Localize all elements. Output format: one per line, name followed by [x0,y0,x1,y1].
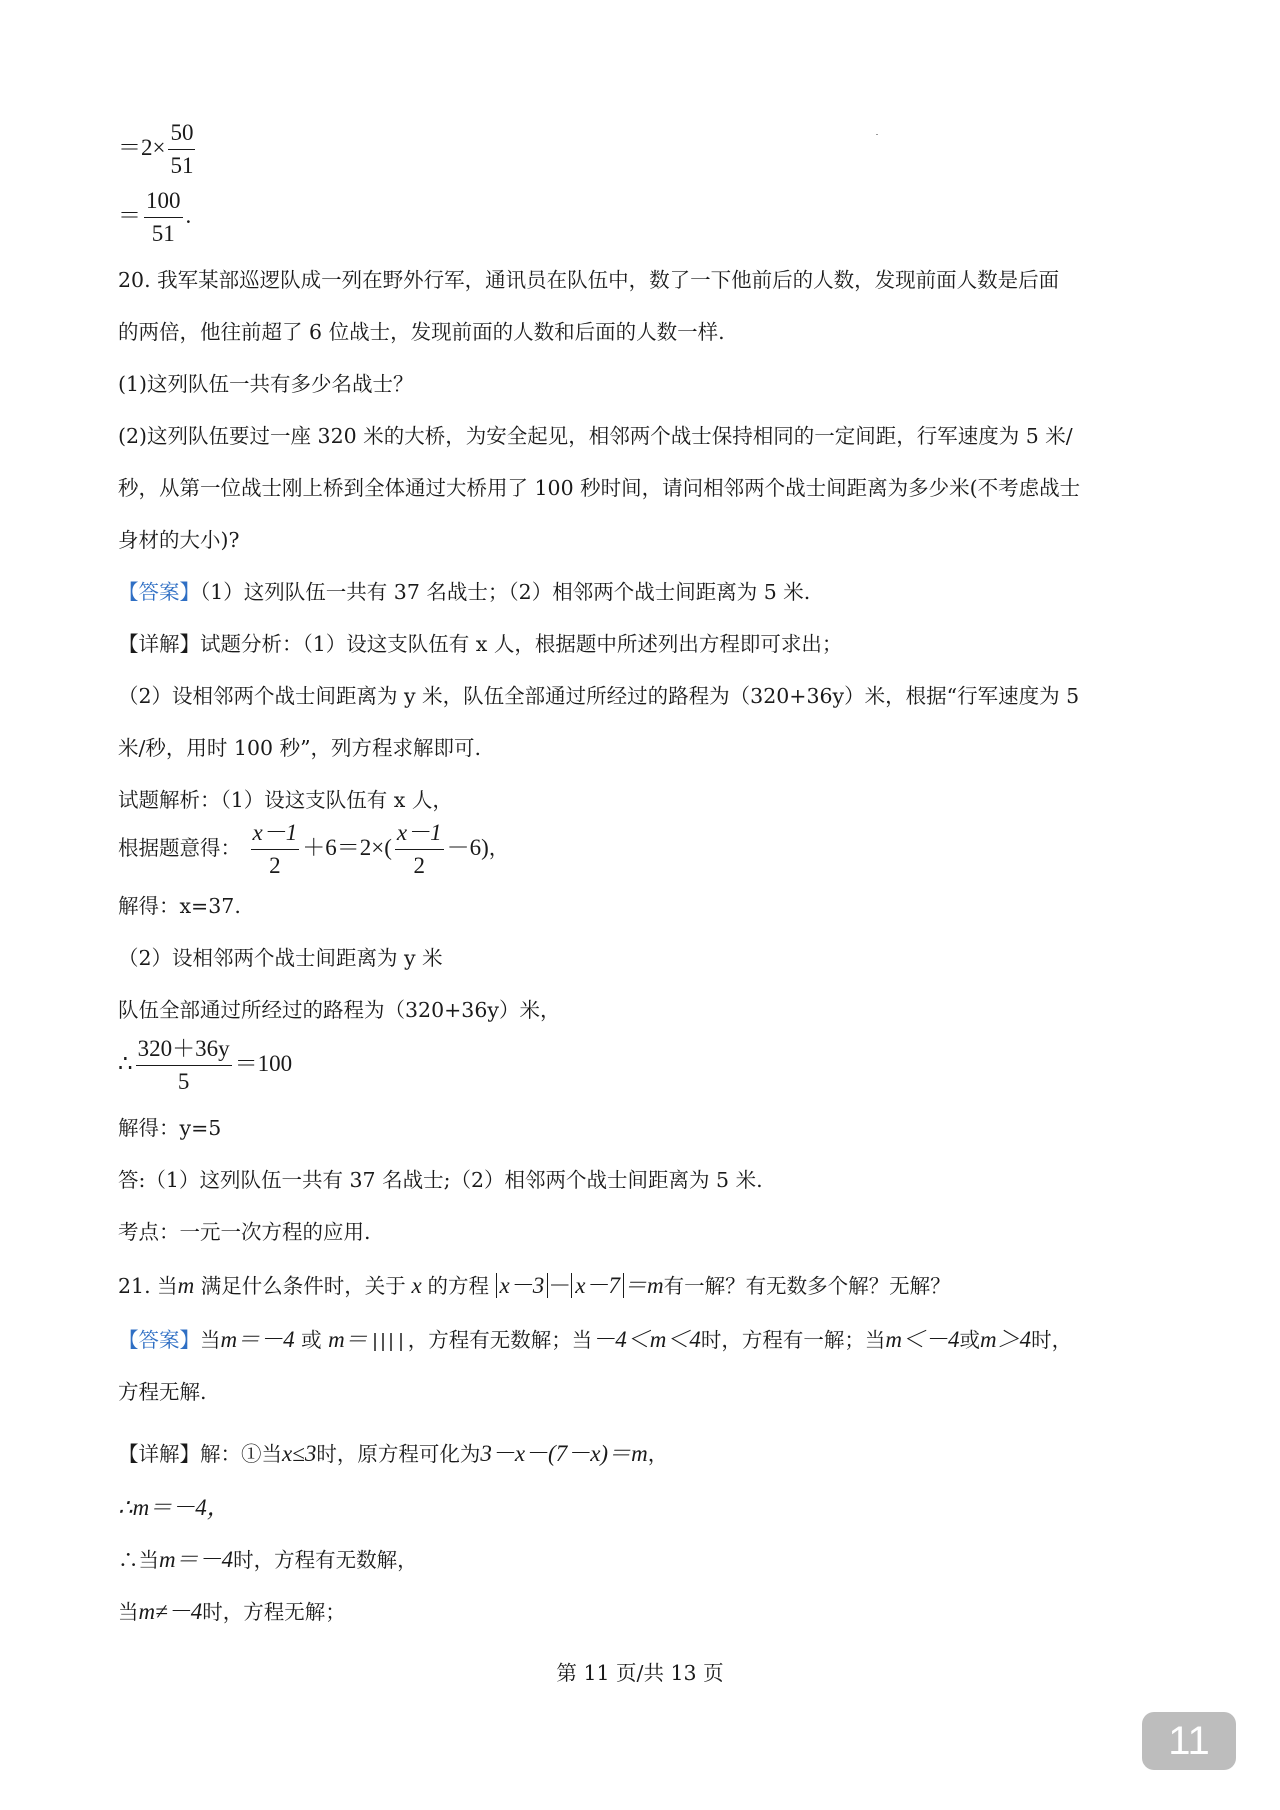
q21-answer-line-2: 方程无解. [118,1380,207,1404]
q21-detail-line-1 [118,1440,668,1468]
q20-line-2: 的两倍，他往前超了 6 位战士，发现前面的人数和后面的人数一样. [118,320,725,344]
var-m: m [177,1273,195,1298]
page-footer: 第 11 页/共 13 页 [556,1661,724,1685]
q20-solution-y: 解得：y=5 [118,1116,222,1140]
q20-equation-2 [118,1036,292,1095]
q20-detail-line-1 [118,630,842,658]
q20-solution-line-2: （2）设相邻两个战士间距离为 y 米 [118,946,443,970]
q20-final-answer: 答:（1）这列队伍一共有 37 名战士;（2）相邻两个战士间距离为 5 米. [118,1168,763,1192]
q20-line-1: 20. 我军某部巡逻队成一列在野外行军，通讯员在队伍中，数了一下他前后的人数，发现前面人数是后面 [118,268,1060,292]
math-inequality: －4＜m＜4 [592,1327,701,1352]
q21-text: 的方程 [427,1274,489,1298]
comma: ， [647,1442,669,1466]
detail-text: 时，原方程可化为 [316,1442,481,1466]
denominator: 51 [170,153,194,178]
period: . [185,202,192,228]
fraction-x-1-over-2-b [395,820,444,879]
math-m-gt-4: m＞4 [980,1327,1032,1352]
math-m-eq-neg4: m＝－4 [159,1547,234,1572]
q20-equation-1 [118,820,509,879]
step-text: 时，方程有无数解， [233,1548,418,1572]
denominator: 51 [151,221,175,246]
fraction-320-36y-over-5 [136,1036,232,1095]
q20-detail-line-2: （2）设相邻两个战士间距离为 y 米，队伍全部通过所经过的路程为（320+36y）米，根据“行军速度为 5 [118,684,1080,708]
q20-part-2-line-1: (2)这列队伍要过一座 320 米的大桥，为安全起见，相邻两个战士保持相同的一定间距，行军速度为 5 米/ [118,424,1073,448]
math-x-le-3: x≤3 [282,1441,317,1466]
fraction-50-51 [168,120,195,179]
equals-times: ＝2× [118,134,166,160]
q21-text: 21. 当 [118,1274,178,1298]
q21-step-1: ∴m＝－4， [118,1495,230,1520]
denominator: 2 [269,853,281,878]
calc-line-2 [118,188,191,247]
numerator: 320＋36y [136,1036,232,1066]
ink-blot [368,1331,408,1353]
equation-end: －6) [446,834,489,860]
detail-text: 解：①当 [200,1442,282,1466]
step-text: 当 [118,1600,139,1624]
q21-step-2 [118,1546,418,1574]
q20-part-2-line-3: 身材的大小)? [118,528,240,552]
equation-end: ＝100 [234,1050,293,1076]
q20-knowledge-point: 考点：一元一次方程的应用. [118,1220,371,1244]
detail-text: 试题分析：（1）设这支队伍有 x 人，根据题中所述列出方程即可求出； [200,632,843,656]
abs-x-minus-7: x－7 [571,1273,624,1298]
step-text: 时，方程无解； [202,1600,346,1624]
scan-speck [876,134,878,135]
math-m-ne-neg4: m≠－4 [138,1599,203,1624]
q21-answer-line-1 [118,1326,1072,1354]
therefore-sign: ∴ [118,1050,133,1076]
q21-text: 满足什么条件时，关于 [194,1274,406,1298]
comma: ， [488,835,510,860]
numerator: x－1 [395,820,444,850]
denominator: 2 [413,853,425,878]
numerator: 100 [144,188,183,218]
q20-detail-line-3: 米/秒，用时 100 秒”，列方程求解即可. [118,736,482,760]
answer-text: 时，方程有一解；当 [700,1328,886,1352]
var-x: x [405,1273,428,1298]
calc-line-1 [118,120,198,179]
detail-tag: 【详解】 [118,1442,200,1466]
answer-tag: 【答案】 [118,580,200,604]
answer-text: （1）这列队伍一共有 37 名战士；（2）相邻两个战士间距离为 5 米. [200,580,811,604]
equals-m: ＝m [623,1273,664,1298]
answer-text: 当 [200,1328,221,1352]
equation-label: 根据题意得： [118,835,241,860]
math-expression: 3－x－(7－x)＝m [480,1441,648,1466]
q20-part-2-line-2: 秒，从第一位战士刚上桥到全体通过大桥用了 100 秒时间，请问相邻两个战士间距离为多少米(不考虑战士 [118,476,1081,500]
fraction-x-1-over-2 [251,820,300,879]
q20-solution-line-1: 试题解析：（1）设这支队伍有 x 人， [118,788,453,812]
answer-text: 或 [294,1328,329,1352]
detail-tag: 【详解】 [118,632,200,656]
q20-answer [118,578,810,606]
q21-equation: x－3 － x－7 ＝m [496,1273,664,1298]
math-m-eq-neg4: m＝－4 [220,1327,295,1352]
q21-step-3 [118,1598,346,1626]
q21-text: 有一解？有无数多个解？无解？ [663,1274,951,1298]
answer-text: 或 [959,1328,981,1352]
fraction-100-51 [144,188,183,247]
q21-question [118,1272,951,1300]
abs-x-minus-3: x－3 [496,1273,549,1298]
answer-text: ，方程有无数解；当 [407,1328,593,1352]
math-m-lt-neg4: m＜－4 [885,1327,960,1352]
q20-part-1: (1)这列队伍一共有多少名战士？ [118,372,414,396]
equals: ＝ [118,202,141,228]
numerator: 50 [168,120,195,150]
answer-tag: 【答案】 [118,1328,200,1352]
equation-1-math [248,820,489,878]
numerator: x－1 [251,820,300,850]
math-m-eq: m＝ [328,1327,368,1352]
page-number-badge: 11 [1142,1712,1236,1770]
equation-middle: ＋6＝2×( [302,834,392,860]
denominator: 5 [177,1069,190,1094]
q20-solution-line-3: 队伍全部通过所经过的路程为（320+36y）米， [118,998,561,1022]
q20-solution-x: 解得：x=37. [118,894,241,918]
step-text: ∴当 [118,1548,159,1572]
answer-text: 时， [1031,1328,1073,1352]
